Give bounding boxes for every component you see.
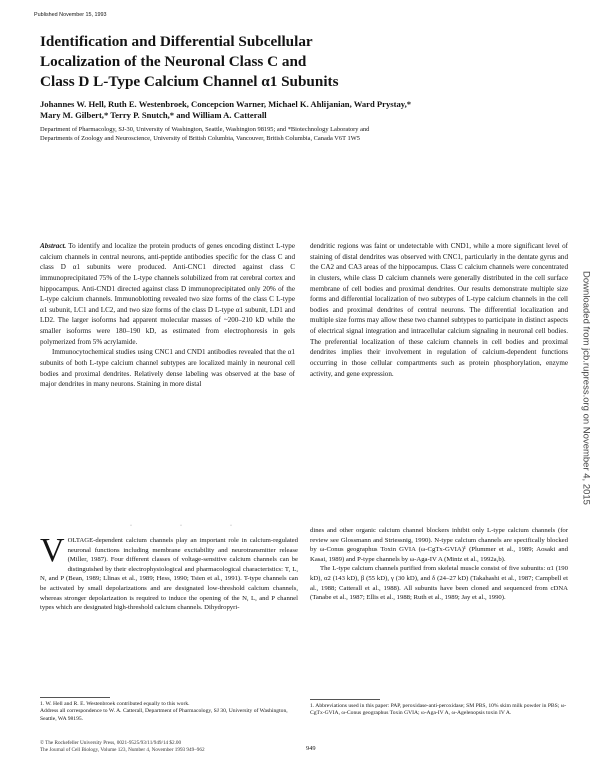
paper-title: [40, 32, 540, 92]
intro-right-column: [310, 526, 568, 603]
footnote-equal-contribution: 1. W. Hell and R. E. Westenbroek contributed equally to this work.: [40, 701, 190, 707]
footer-copyright: © The Rockefeller University Press, 0021-9525/93/11/949/14 $2.00: [40, 740, 182, 746]
abstract-right-column: [310, 241, 568, 379]
intro-lead-word: OLTAGE: [67, 537, 94, 544]
footnote-rule-left: [40, 697, 110, 698]
affiliation-line-2: Departments of Zoology and Neuroscience, University of British Columbia, Vancouver, British Columbia, Canada V6T 1W5: [40, 135, 360, 142]
intro-paragraph-2: dines and other organic calcium channel blockers inhibit only L-type calcium channels (for review see Glossmann and Striessnig, 1990). N-type calcium channels are specifically blocked by ω-Conus geographus Toxin GVIA (ω-CgTx-GVIA)¹ (Plummer et al., 1989; Aosaki and Kasai, 1989) and P-type channels by ω-Aga-IV A (Mintz et al., 1992a,b).: [310, 527, 568, 563]
footnote-rule-right: [310, 699, 380, 700]
download-watermark: Downloaded from jcb.rupress.org on November 4, 2015: [580, 271, 592, 505]
intro-paragraph-1: [40, 532, 298, 613]
page-number: 949: [306, 745, 316, 752]
intro-p1-text: -dependent calcium channels play an important role in calcium-regulated neuronal functions including membrane excitability and neurotransmitter release (Miller, 1987). Four different classes of voltage-sensitive calcium channels can be distinguished by their electrophysiological and pharmacological characteristics: T, L, N, and P (Bean, 1989; Llinas et al., 1989; Hess, 1990; Tsien et al., 1991). T-type channels can be activated by small depolarizations and are designated low-threshold calcium channels, whereas stronger depolarization is required to induce the opening of the N, L, and P channel types which are designated high-threshold calcium channels. Dihydropyri-: [40, 537, 298, 612]
separator-dot: ·: [230, 523, 232, 529]
title-line-2: Localization of the Neuronal Class C and: [40, 53, 307, 70]
title-line-1: Identification and Differential Subcellular: [40, 33, 313, 50]
authors-line-2: Mary M. Gilbert,* Terry P. Snutch,* and William A. Catterall: [40, 110, 267, 121]
footnote-correspondence: Address all correspondence to W. A. Catterall, Department of Pharmacology, SJ 30, University of Washington, Seattle, WA 98195.: [40, 708, 288, 722]
published-date: Published November 15, 1993: [34, 12, 107, 18]
footer-journal: The Journal of Cell Biology, Volume 123, Number 4, November 1993 949–962: [40, 747, 205, 754]
author-list: [40, 99, 550, 122]
footnotes-right: [310, 703, 568, 718]
drop-cap: V: [40, 532, 65, 569]
separator-dot: ·: [130, 523, 132, 529]
footnotes-left: [40, 701, 298, 723]
abstract-left-column: [40, 241, 295, 390]
abstract-paragraph-3: dendritic regions was faint or undetectable with CND1, while a more significant level of staining of distal dendrites was observed with CNC1, particularly in the dentate gyrus and the CA2 and CA3 areas of the hippocampus. Class C calcium channels were concentrated in clusters, while class D calcium channels were generally distributed in the cell surface membrane of cell bodies and proximal dendrites. Our results demonstrate multiple size forms and differential localization of two subtypes of L-type calcium channels in the cell bodies and proximal dendrites of central neurons. The differential localization and multiple size forms may allow these two channel subtypes to participate in distinct aspects of electrical signal integration and intracellular calcium signaling in neuronal cell bodies. The preferential localization of these calcium channels in cell bodies and proximal dendrites implies their involvement in regulation of calcium-dependent functions occurring in those cellular compartments such as protein phosphorylation, enzyme activity, and gene expression.: [310, 242, 568, 378]
separator-dot: ·: [180, 523, 182, 529]
abstract-p1-text: To identify and localize the protein products of genes encoding distinct L-type calcium channels in central neurons, anti-peptide antibodies specific for the class C and class D α1 subunits were produced. Anti-CNC1 directed against class C immunoprecipitated 75% of the L-type channels solubilized from rat cerebral cortex and hippocampus. Anti-CND1 directed against class D immunoprecipitated only 20% of the L-type calcium channels. Immunoblotting revealed two size forms of the class C L-type α1 subunit, LC1 and LC2, and two size forms of the class D L-type α1 subunit, LD1 and LD2. The larger isoforms had apparent molecular masses of ~200–210 kD while the smaller isoforms were 180–190 kD, as estimated from electrophoresis in gels polymerized from 5% acrylamide.: [40, 242, 295, 346]
affiliation-line-1: Department of Pharmacology, SJ-30, University of Washington, Seattle, Washington 98195; and *Biotechnology Laboratory and: [40, 126, 370, 133]
abstract-paragraph-2: Immunocytochemical studies using CNC1 and CND1 antibodies revealed that the α1 subunits of both L-type calcium channel subtypes are localized mainly in neuronal cell bodies and proximal dendrites. Relatively dense labeling was observed at the base of major dendrites in many neurons. Staining in more distal: [40, 348, 295, 389]
title-line-3: Class D L-Type Calcium Channel α1 Subunits: [40, 73, 339, 90]
affiliations: [40, 125, 570, 143]
intro-paragraph-3: The L-type calcium channels purified from skeletal muscle consist of five subunits: α1 (190 kD), α2 (143 kD), β (55 kD), γ (30 kD), and δ (24–27 kD) (Takahashi et al., 1987; Campbell et al., 1988; Catterall et al., 1988). All subunits have been cloned and sequenced from cDNA (Tanabe et al., 1987; Ellis et al., 1988; Ruth et al., 1989; Jay et al., 1990).: [310, 565, 568, 602]
page-footer: [40, 740, 300, 754]
footnote-abbreviations: 1. Abbreviations used in this paper: PAP, peroxidase-anti-peroxidase; SM PBS, 10% skim milk powder in PBS; ω-CgTx-GVIA, ω-Conus geographus Toxin GVIA; ω-Aga-IV A, ω-Agelenopsis toxin IV A.: [310, 703, 567, 717]
authors-line-1: Johannes W. Hell, Ruth E. Westenbroek, Concepcion Warner, Michael K. Ahlijanian, Ward Prystay,*: [40, 99, 412, 109]
abstract-label: Abstract.: [40, 242, 67, 250]
abstract-paragraph-1: [40, 241, 295, 347]
intro-left-column: [40, 532, 298, 613]
